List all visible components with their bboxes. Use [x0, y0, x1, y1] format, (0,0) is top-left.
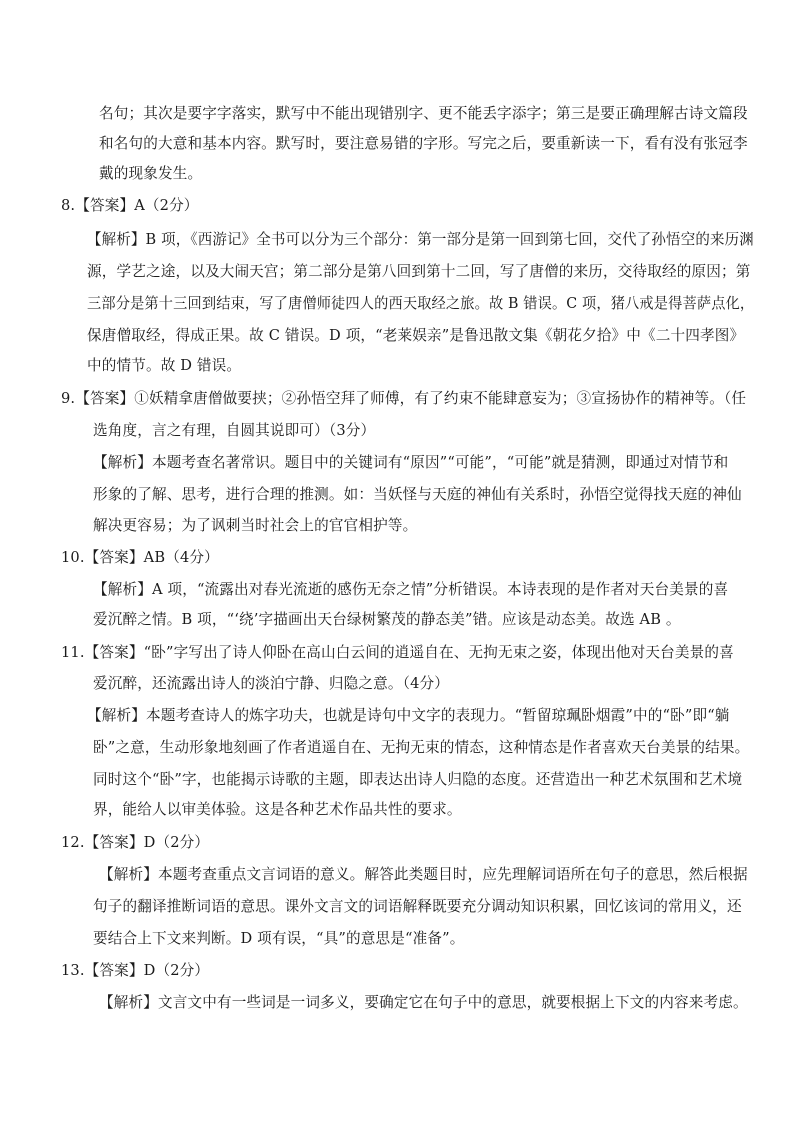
text-line: 要结合上下文来判断。D 项有误，“具”的意思是“准备”。	[93, 930, 465, 947]
text-line: 中的情节。故 D 错误。	[87, 357, 242, 374]
text-line: 句子的翻译推断词语的意思。课外文言文的词语解释既要充分调动知识积累，回忆该词的常用义，还	[93, 898, 742, 915]
text-line: 源，学艺之途，以及大闹天宫；第二部分是第八回到第十二回，写了唐僧的来历，交待取经的原因；第	[87, 263, 751, 280]
analysis-13: 【解析】文言文中有一些词是一词多义，要确定它在句子中的意思，就要根据上下文的内容来考虑。	[99, 994, 748, 1011]
answer-12: 12.【答案】D（2分）	[61, 834, 210, 851]
text-line: 卧”之意，生动形象地刻画了作者逍遥自在、无拘无束的情态，这种情态是作者喜欢天台美景的结果。	[93, 739, 750, 756]
text-line: 名句；其次是要字字落实，默写中不能出现错别字、更不能丢字添字；第三是要正确理解古诗文篇段	[99, 105, 748, 122]
answer-8: 8.【答案】A（2分）	[61, 197, 199, 214]
text-line: 和名句的大意和基本内容。默写时，要注意易错的字形。写完之后，要重新读一下，看有没有张冠李	[99, 135, 748, 152]
text-line: 三部分是第十三回到结束，写了唐僧师徒四人的西天取经之旅。故 B 错误。C 项，猪八戒是得菩萨点化，	[87, 295, 755, 312]
answer-13: 13.【答案】D（2分）	[61, 962, 210, 979]
text-line: 界，能给人以审美体验。这是各种艺术作品共性的要求。	[93, 801, 462, 818]
analysis-8: 【解析】B 项，《西游记》全书可以分为三个部分：第一部分是第一回到第七回，交代了孙悟空的来历渊	[87, 231, 754, 248]
text-line: 解决更容易；为了讽刺当时社会上的官官相护等。	[93, 517, 418, 534]
text-line: 保唐僧取经，得成正果。故 C 错误。D 项，“老莱娱亲”是鲁迅散文集《朝花夕拾》中《二十四孝图》	[87, 327, 745, 344]
answer-10: 10.【答案】AB（4分）	[61, 549, 219, 566]
text-line: 同时这个“卧”字，也能揭示诗歌的主题，即表达出诗人归隐的态度。还营造出一种艺术氛围和艺术境	[93, 771, 743, 788]
text-line: 戴的现象发生。	[99, 165, 203, 182]
analysis-12: 【解析】本题考查重点文言词语的意义。解答此类题目时，应先理解词语所在句子的意思，然后根据	[99, 866, 748, 883]
text-line: 爱沉醉之情。B 项，“‘绕’字描画出天台绿树繁茂的静态美”错。应该是动态美。故选 AB 。	[93, 611, 681, 628]
answer-11: 11.【答案】“卧”字写出了诗人仰卧在高山白云间的逍遥自在、无拘无束之姿，体现出他对天台美景的喜	[61, 644, 734, 661]
text-line: 爱沉醉，还流露出诗人的淡泊宁静、归隐之意。（4分）	[93, 675, 449, 692]
text-line: 选角度，言之有理，自圆其说即可）（3分）	[93, 422, 376, 439]
analysis-9: 【解析】本题考查名著常识。题目中的关键词有“原因”“可能”，“可能”就是猜测，即通过对情节和	[93, 454, 729, 471]
analysis-11: 【解析】本题考查诗人的炼字功夫，也就是诗句中文字的表现力。“暂留琼珮卧烟霞”中的“卧”即“躺	[87, 707, 730, 724]
answer-9: 9.【答案】①妖精拿唐僧做要挟；②孙悟空拜了师傅，有了约束不能肆意妄为；③宣扬协作的精神等。（任	[61, 390, 747, 407]
analysis-10: 【解析】A 项，“流露出对春光流逝的感伤无奈之情”分析错误。本诗表现的是作者对天台美景的喜	[93, 581, 729, 598]
text-line: 形象的了解、思考，进行合理的推测。如：当妖怪与天庭的神仙有关系时，孙悟空觉得找天庭的神仙	[93, 486, 742, 503]
